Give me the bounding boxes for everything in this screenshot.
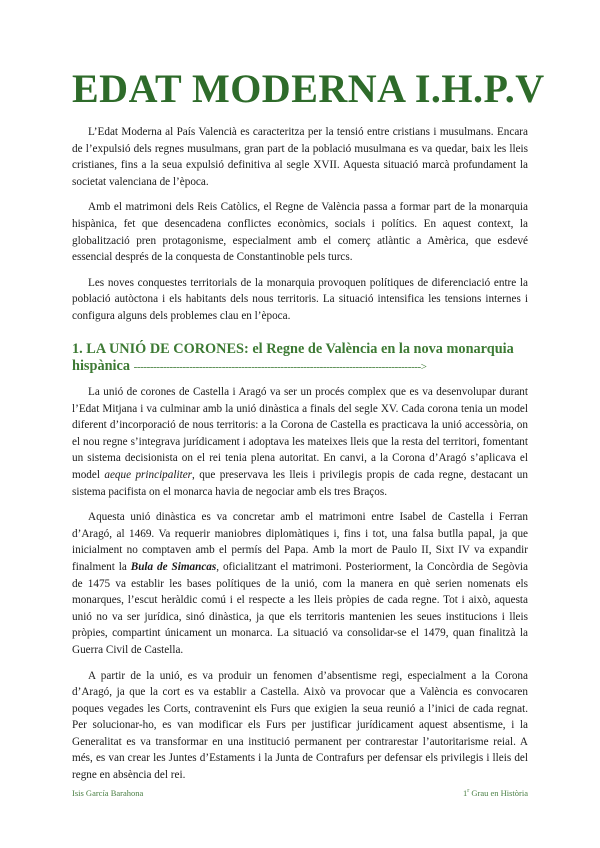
section-paragraph-1-part-b: , que preservava les lleis i privilegis propis de cada regne, destacant un sistema pacifista on el monarca havia de negociar amb els tres Braços. — [72, 468, 528, 498]
intro-section — [72, 124, 528, 334]
section-paragraph-2-emphasis: Bula de Simancas — [130, 560, 217, 573]
footer-course-number: 1 — [462, 788, 468, 798]
section-paragraph-1 — [72, 384, 528, 500]
section-paragraph-3: A partir de la unió, es va produir un fenomen d’absentisme regi, especialment a la Corona d’Aragó, ja que la cort es va establir a Castella. Això va provocar que a València es convocaren poques vegades les Corts, contravenint els Furs que exigien la seua reunió a l’inici de cada regnat. Per solucionar-ho, es van modificar els Furs per justificar jurídicament aquest absentisme, i la Generalitat es va transformar en una institució permanent per contrarestar l’autoritarisme reial. A més, es van crear les Juntes d’Estaments i la Junta de Contrafurs per defensar els privilegis i lleis del regne en absència del rei. — [72, 669, 528, 782]
section-paragraph-2-part-b: , oficialitzant el matrimoni. Posteriorment, la Concòrdia de Segòvia de 1475 va establir les bases polítiques de la unió, com la manera en què serien nomenats els monarques, l’escut heràldic comú i el respecte a les lleis pròpies de cada regne. Tot i això, aquesta unió no va ser jurídica, sinó dinàstica, ja que els territoris mantenien les seues institucions i lleis pròpies, compartint únicament un monarca. La situació va consolidar-se el 1479, quan finalitzà la Guerra Civil de Castella. — [72, 560, 528, 656]
section-paragraph-2 — [72, 509, 528, 658]
section-heading-arrow: ----------------------------------------------------------------------------------------> — [133, 361, 427, 373]
section-paragraph-2-part-a: Aquesta unió dinàstica es va concretar amb el matrimoni entre Isabel de Castella i Ferran d’Aragó, al 1469. Va requerir maniobres diplomàtiques i, fins i tot, una falsa butlla papal, ja que inicialment no comptaven amb el permís del Papa. Amb la mort de Paulo II, Sixt IV va expandir finalment la — [72, 511, 528, 573]
footer-course-name: Grau en Història — [469, 788, 528, 798]
section-heading — [72, 341, 528, 376]
footer-course — [463, 788, 528, 798]
footer-course-superscript: r — [467, 788, 470, 795]
section-heading-text: 1. LA UNIÓ DE CORONES: el Regne de València en la nova monarquia hispànica — [72, 341, 514, 374]
intro-paragraph-1: L’Edat Moderna al País Valencià es caracteritza per la tensió entre cristians i musulmans. Encara de l’expulsió dels regnes musulmans, gran part de la població musulmana es va quedar, baix les lleis cristianes, fins a la seua expulsió definitiva al segle XVII. Aquesta situació marcà profundament la societat valenciana de l’època. — [72, 126, 528, 188]
page-title: EDAT MODERNA I.H.P.V — [72, 66, 545, 111]
intro-paragraph-3: Les noves conquestes territorials de la monarquia provoquen polítiques de diferenciació entre la població autòctona i els habitants dels nous territoris. La situació intensifica les tensions internes i configura alguns dels problemes clau en l’època. — [72, 276, 528, 322]
section-paragraph-1-emphasis: aeque principaliter — [104, 468, 193, 481]
section-paragraph-1-part-a: La unió de corones de Castella i Aragó va ser un procés complex que es va desenvolupar durant l’Edat Mitjana i va culminar amb la unió dinàstica a finals del segle XV. Cada corona tenia un model diferent d’incorporació de nous territoris: a la Corona de Castella es practicava la unió accessòria, on el nou regne s’integrava jurídicament i adoptava les mateixes lleis que la resta del territori, fomentant un sistema decisionista on el rei tenia plena autoritat. En canvi, a la Corona d’Aragó s’aplicava el model — [72, 386, 528, 481]
intro-paragraph-2: Amb el matrimoni dels Reis Catòlics, el Regne de València passa a formar part de la monarquia hispànica, fet que desencadena conflictes econòmics, socials i polítics. En aquest context, la globalització pren protagonisme, especialment amb el comerç atlàntic a Amèrica, que esdevé essencial després de la conquesta de Constantinoble pels turcs. — [72, 201, 528, 264]
footer-author: Isis García Barahona — [72, 788, 144, 798]
section-body — [72, 384, 528, 793]
